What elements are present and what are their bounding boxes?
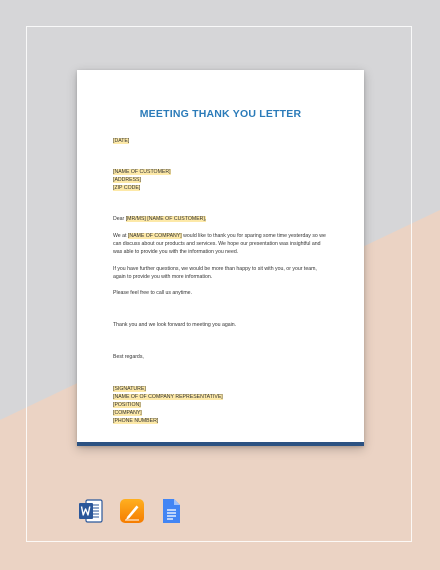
letter-document [77, 70, 364, 446]
signature-placeholder: [SIGNATURE] [113, 386, 146, 392]
company-placeholder: [NAME OF COMPANY] [127, 233, 182, 239]
p1-line1-rest: would like to thank you for sparing some time yesterday so we [181, 233, 326, 239]
phone-placeholder: [PHONE NUMBER] [113, 418, 159, 424]
rep-name-line [113, 394, 223, 401]
greeting-text: Dear [113, 216, 126, 222]
signature-line [113, 386, 146, 393]
address-placeholder: [ADDRESS] [113, 177, 141, 183]
document-title: MEETING THANK YOU LETTER [139, 108, 302, 120]
format-icons [0, 498, 440, 526]
date-line [113, 138, 129, 145]
zip-line [113, 185, 140, 192]
greeting-line [113, 216, 206, 223]
address-line [113, 177, 141, 184]
pages-icon[interactable] [119, 498, 145, 524]
position-placeholder: [POSITION] [113, 402, 141, 408]
paragraph-1-line-1 [113, 233, 326, 240]
zip-placeholder: [ZIP CODE] [113, 185, 141, 191]
google-docs-icon[interactable] [158, 498, 184, 524]
paragraph-1-line-3: was able to provide you with the information you need. [113, 249, 239, 255]
document-bottom-bar [77, 442, 364, 446]
paragraph-3: Please feel free to call us anytime. [113, 290, 193, 296]
paragraph-2-line-1: If you have further questions, we would be more than happy to sit with you, or your team, [113, 266, 317, 272]
word-icon[interactable] [78, 498, 104, 524]
paragraph-1-line-2: can discuss about our products and services. We hope our presentation was insightful and [113, 241, 321, 247]
closing: Best regards, [113, 354, 144, 360]
customer-name-placeholder: [NAME OF CUSTOMER] [113, 169, 171, 175]
customer-name-line [113, 169, 171, 176]
company-name-placeholder: [COMPANY] [113, 410, 142, 416]
phone-line [113, 418, 158, 425]
paragraph-4: Thank you and we look forward to meeting you again. [113, 322, 237, 328]
date-placeholder: [DATE] [113, 138, 130, 144]
rep-name-placeholder: [NAME OF OF COMPANY REPRESENTATIVE] [113, 394, 223, 400]
position-line [113, 402, 141, 409]
company-line [113, 410, 142, 417]
paragraph-2-line-2: again to provide you with more information. [113, 274, 213, 280]
greeting-placeholder: [MR/MS] [NAME OF CUSTOMER], [125, 216, 207, 222]
p1-prefix: We at [113, 233, 128, 239]
